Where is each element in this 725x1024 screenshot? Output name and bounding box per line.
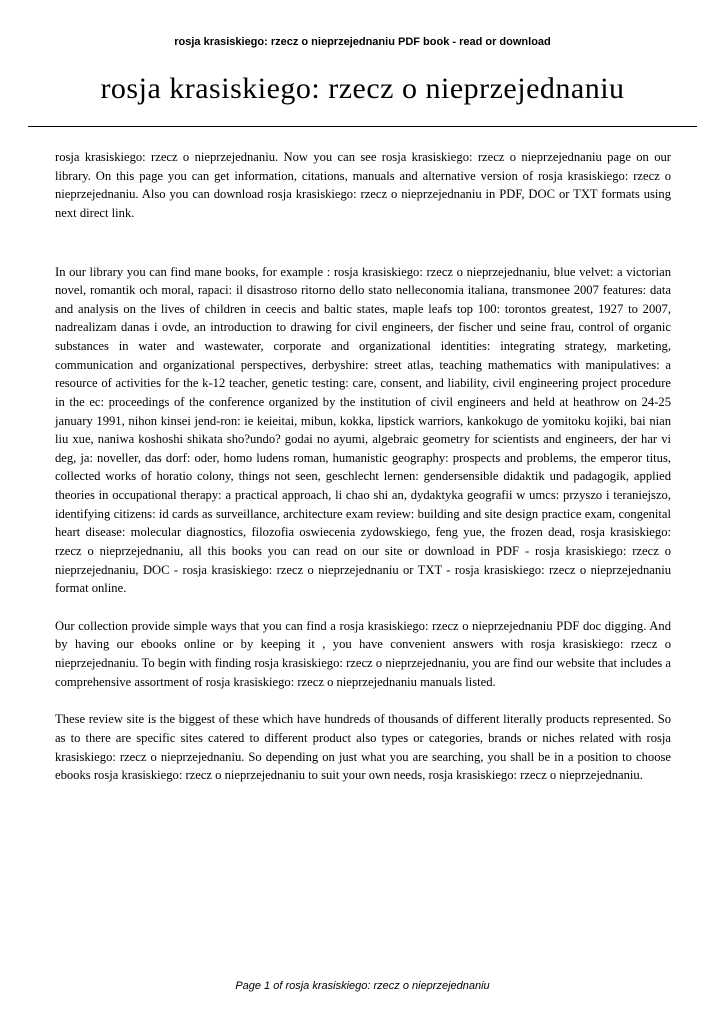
paragraph-library-list: In our library you can find mane books, for example : rosja krasiskiego: rzecz o nieprzejednaniu, blue velvet: a victorian novel, romantik och moral, rapaci: il disastroso ritorno dello stato nelleconomia italiana, transmonee 2007 features: data and analysis on the lives of children in ceecis and baltic states, maple leafs top 100: torontos greatest, 1927 to 2007, nadrealizam danas i ovde, an introduction to drawing for civil engineers, der fischer und seine frau, control of organic substances in water and wastewater, corporate and organizational identities: integrating strategy, marketing, communication and organizational perspectives, derbyshire: street atlas, teaching mathematics with manipulatives: a resource of activities for the k-12 teacher, genetic testing: care, consent, and liability, civil engineering project procedure in the ec: proceedings of the conference organized by the institution of civil engineers and held at heathrow on 24-25 january 1991, nihon kinsei jend-ron: ie keieitai, mibun, kokka, lipstick warriors, kankokugo de yomitoku kojiki, bai nian liu xue, naniwa koshoshi shikata sho?undo? godai no ayumi, algebraic geometry for scientists and engineers, der har vi deg, ja: noveller, das dorf: oder, homo ludens roman, humanistic geography: prospects and problems, the emperor titus, collected works of horatio colony, things not seen, geschlecht lernen: gendersensible didaktik und padagogik, applied theories in occupational therapy: a practical approach, li chao shi an, dydaktyka geografii w umcs: przyszo i teraniejszo, identifying citizens: id cards as surveillance, architecture exam review: building and site design practice exam, congenital heart disease: molecular diagnostics, filozofia oswiecenia zydowskiego, feng yue, the frozen dead, rosja krasiskiego: rzecz o nieprzejednaniu, all this books you can read on our site or download in PDF - rosja krasiskiego: rzecz o nieprzejednaniu, DOC - rosja krasiskiego: rzecz o nieprzejednaniu or TXT - rosja krasiskiego: rzecz o nieprzejednaniu format online. bbox=[55, 264, 671, 596]
document-body bbox=[55, 148, 671, 785]
paragraph-collection: Our collection provide simple ways that you can find a rosja krasiskiego: rzecz o nieprzejednaniu PDF doc digging. And by having our ebooks online or by keeping it , you have convenient answers with rosja krasiskiego: rzecz o nieprzejednaniu. To begin with finding rosja krasiskiego: rzecz o nieprzejednaniu, you are find our website that includes a comprehensive assortment of rosja krasiskiego: rzecz o nieprzejednaniu manuals listed. bbox=[55, 618, 671, 689]
title-divider bbox=[28, 126, 697, 127]
paragraph-intro: rosja krasiskiego: rzecz o nieprzejednaniu. Now you can see rosja krasiskiego: rzecz o nieprzejednaniu page on our library. On this page you can get information, citations, manuals and alternative version of rosja krasiskiego: rzecz o nieprzejednaniu. Also you can download rosja krasiskiego: rzecz o nieprzejednaniu in PDF, DOC or TXT formats using next direct link. bbox=[55, 150, 671, 220]
paragraph-review-site: These review site is the biggest of these which have hundreds of thousands of different literally products represented. So as to there are specific sites catered to different product also types or categories, brands or niches related with rosja krasiskiego: rzecz o nieprzejednaniu. So depending on just what you are searching, you shall be in a position to choose ebooks rosja krasiskiego: rzecz o nieprzejednaniu to suit your own needs, rosja krasiskiego: rzecz o nieprzejednaniu. bbox=[55, 712, 671, 783]
page-title: rosja krasiskiego: rzecz o nieprzejednaniu bbox=[100, 72, 625, 105]
document-header: rosja krasiskiego: rzecz o nieprzejednaniu PDF book - read or download bbox=[174, 36, 551, 48]
page-footer: Page 1 of rosja krasiskiego: rzecz o nieprzejednaniu bbox=[235, 980, 490, 992]
